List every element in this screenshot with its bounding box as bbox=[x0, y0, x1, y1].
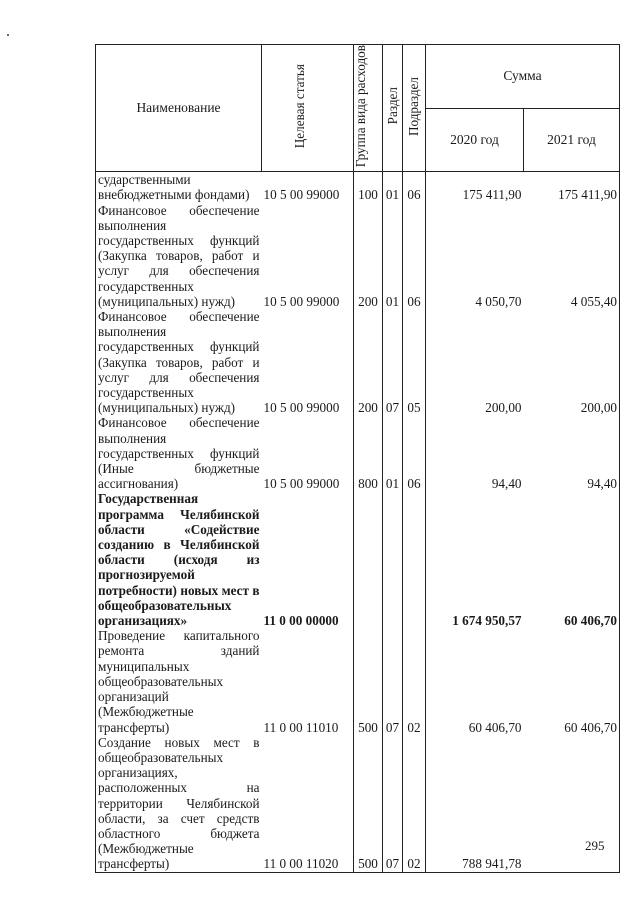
table-row-program bbox=[96, 491, 620, 628]
row-name: Создание новых мест в общеобразовательных организациях, расположенных на территории Челябинской области, за счет средств областного бюджета (Межбюджетные трансферты) bbox=[96, 735, 262, 872]
table-row bbox=[96, 203, 620, 309]
row-group: 500 bbox=[354, 735, 383, 872]
row-sum-2021: 60 406,70 bbox=[524, 628, 620, 734]
row-sum-2020: 1 674 950,57 bbox=[452, 613, 522, 629]
row-code: 11 0 00 11010 bbox=[263, 719, 339, 735]
row-group: 200 bbox=[354, 203, 383, 309]
row-sum-2021: 175 411,90 bbox=[524, 172, 620, 203]
scan-speck bbox=[7, 34, 9, 36]
header-year-2021: 2021 год bbox=[524, 108, 620, 172]
row-sum-2020: 60 406,70 bbox=[468, 719, 522, 735]
row-sum-2020: 200,00 bbox=[485, 400, 522, 416]
page-number: 295 bbox=[585, 838, 605, 853]
row-name: Финансовое обеспечение выполнения государственных функций (Закупка товаров, работ и услуг для обеспечения государственных (муниципальных) нужд) bbox=[96, 309, 262, 415]
row-sum-2020: 175 411,90 bbox=[462, 187, 522, 203]
row-name: Финансовое обеспечение выполнения государственных функций (Закупка товаров, работ и услуг для обеспечения государственных (муниципальных) нужд) bbox=[96, 203, 262, 309]
row-group: 800 bbox=[354, 415, 383, 491]
table-row bbox=[96, 172, 620, 203]
row-name: сударственными внебюджетными фондами) bbox=[96, 172, 262, 203]
header-section: Раздел bbox=[383, 45, 403, 172]
row-group bbox=[354, 491, 383, 628]
header-year-2020: 2020 год bbox=[426, 108, 524, 172]
row-group: 200 bbox=[354, 309, 383, 415]
row-subsection: 02 bbox=[403, 628, 426, 734]
row-sum-2021: 94,40 bbox=[524, 415, 620, 491]
row-subsection: 06 bbox=[403, 415, 426, 491]
row-code: 10 5 00 99000 bbox=[263, 400, 340, 416]
row-section bbox=[383, 491, 403, 628]
row-sum-2020: 4 050,70 bbox=[475, 293, 522, 309]
row-sum-2020: 788 941,78 bbox=[426, 735, 524, 872]
row-subsection bbox=[403, 491, 426, 628]
row-subsection: 05 bbox=[403, 309, 426, 415]
header-sum: Сумма bbox=[426, 45, 620, 109]
table-body bbox=[96, 172, 620, 872]
row-section: 07 bbox=[383, 735, 403, 872]
row-section: 07 bbox=[383, 628, 403, 734]
row-section: 01 bbox=[383, 203, 403, 309]
table-row bbox=[96, 735, 620, 872]
table-row bbox=[96, 415, 620, 491]
budget-table bbox=[95, 44, 620, 873]
row-name: Финансовое обеспечение выполнения государственных функций (Иные бюджетные ассигнования) bbox=[96, 415, 262, 491]
row-code: 11 0 00 11020 bbox=[262, 735, 354, 872]
row-name: Государственная программа Челябинской области «Содействие созданию в Челябинской области (исходя из прогнозируемой потребности) новых мест в общеобразовательных организациях» bbox=[96, 491, 262, 628]
row-section: 01 bbox=[383, 172, 403, 203]
header-expense-group: Группа вида расходов bbox=[354, 45, 383, 172]
row-code: 10 5 00 99000 bbox=[263, 187, 340, 203]
row-subsection: 06 bbox=[403, 172, 426, 203]
row-section: 07 bbox=[383, 309, 403, 415]
row-sum-2021: 60 406,70 bbox=[524, 491, 620, 628]
header-subsection: Подраздел bbox=[403, 45, 426, 172]
row-subsection: 02 bbox=[403, 735, 426, 872]
row-name: Проведение капитального ремонта зданий муниципальных общеобразовательных организаций (Межбюджетные трансферты) bbox=[96, 628, 262, 734]
row-code: 11 0 00 00000 bbox=[263, 613, 339, 629]
row-group: 100 bbox=[354, 172, 383, 203]
row-sum-2021: 200,00 bbox=[524, 309, 620, 415]
row-section: 01 bbox=[383, 415, 403, 491]
row-code: 10 5 00 99000 bbox=[263, 293, 340, 309]
table-row bbox=[96, 628, 620, 734]
row-sum-2021 bbox=[524, 735, 620, 872]
table-header bbox=[96, 45, 620, 172]
row-sum-2020: 94,40 bbox=[491, 476, 522, 492]
row-code: 10 5 00 99000 bbox=[263, 476, 340, 492]
header-name: Наименование bbox=[96, 45, 262, 172]
header-target-article: Целевая статья bbox=[262, 45, 354, 172]
row-group: 500 bbox=[354, 628, 383, 734]
table-row bbox=[96, 309, 620, 415]
row-sum-2021: 4 055,40 bbox=[524, 203, 620, 309]
row-subsection: 06 bbox=[403, 203, 426, 309]
